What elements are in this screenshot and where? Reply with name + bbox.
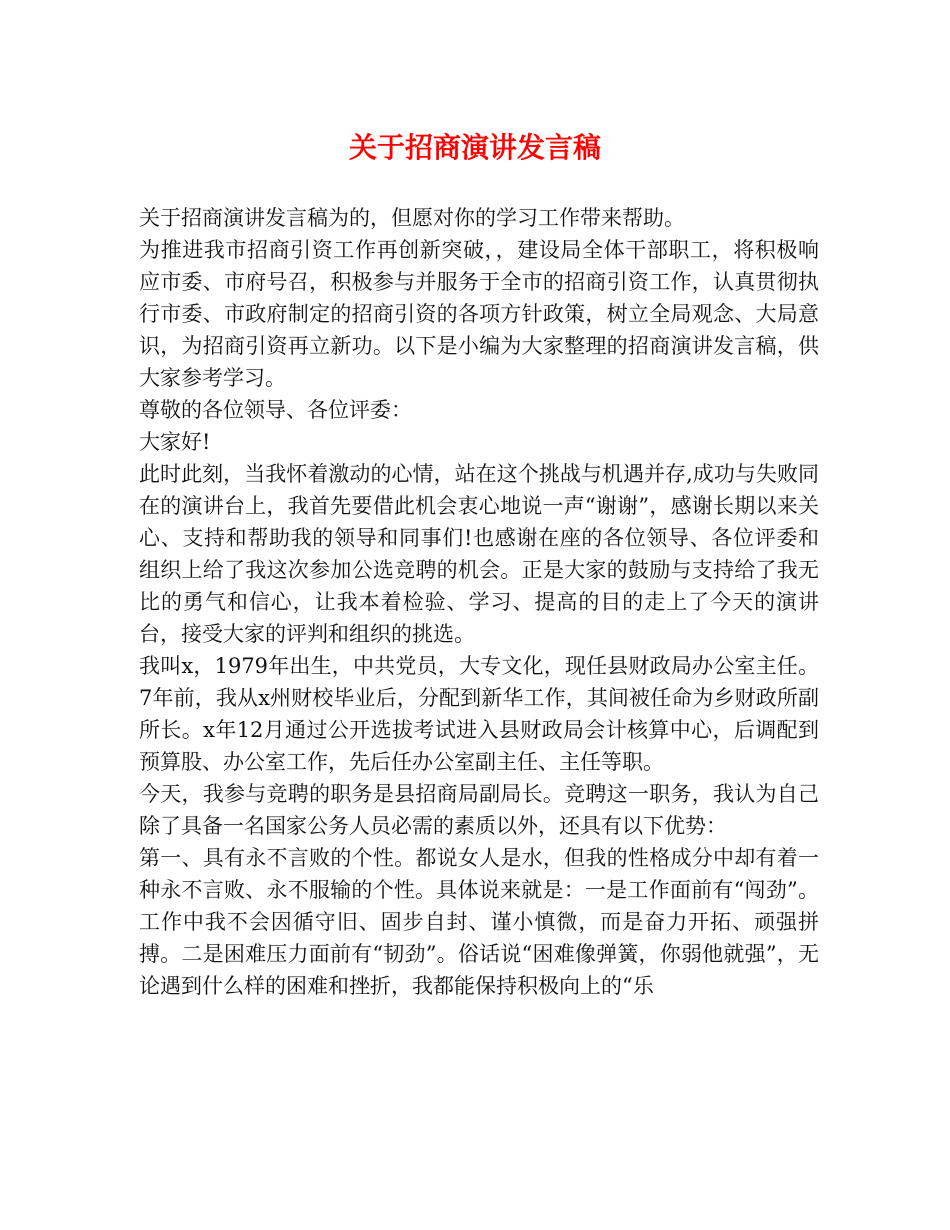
paragraph-summary: 为推进我市招商引资工作再创新突破，，建设局全体干部职工，将积极响应市委、市府号召，积极参与并服务于全市的招商引资工作，认真贯彻执行市委、市政府制定的招商引资的各项方针政策，树立全局观念、大局意识，为招商引资再立新功。以下是小编为大家整理的招商演讲发言稿，供大家参考学习。 xyxy=(139,238,819,390)
paragraph-salutation: 尊敬的各位领导、各位评委： xyxy=(139,398,412,422)
paragraph-greeting: 大家好! xyxy=(139,430,211,454)
paragraph-self-introduction: 我叫x，1979年出生，中共党员，大专文化，现任县财政局办公室主任。7年前，我从x州财校毕业后，分配到新华工作，其间被任命为乡财政所副所长。x年12月通过公开选拔考试进入县财政局会计核算中心，后调配到预算股、办公室工作，先后任办公室副主任、主任等职。 xyxy=(139,654,819,774)
paragraph-advantage-one: 第一、具有永不言败的个性。都说女人是水，但我的性格成分中却有着一种永不言败、永不服输的个性。具体说来就是：一是工作面前有“闯劲”。工作中我不会因循守旧、固步自封、谨小慎微，而是奋力开拓、顽强拼搏。二是困难压力面前有“韧劲”。俗话说“困难像弹簧，你弱他就强”，无论遇到什么样的困难和挫折，我都能保持积极向上的“乐 xyxy=(139,846,819,998)
paragraph-intro: 关于招商演讲发言稿为的，但愿对你的学习工作带来帮助。 xyxy=(139,206,685,230)
paragraph-position: 今天，我参与竞聘的职务是县招商局副局长。竞聘这一职务，我认为自己除了具备一名国家公务人员必需的素质以外，还具有以下优势： xyxy=(139,782,819,838)
paragraph-thanks: 此时此刻，当我怀着激动的心情，站在这个挑战与机遇并存,成功与失败同在的演讲台上，我首先要借此机会衷心地说一声“谢谢”，感谢长期以来关心、支持和帮助我的领导和同事们!也感谢在座的各位领导、各位评委和组织上给了我这次参加公选竞聘的机会。正是大家的鼓励与支持给了我无比的勇气和信心，让我本着检验、学习、提高的目的走上了今天的演讲台，接受大家的评判和组织的挑选。 xyxy=(139,462,819,646)
document-body xyxy=(139,202,819,1002)
document-title: 关于招商演讲发言稿 xyxy=(348,131,601,164)
